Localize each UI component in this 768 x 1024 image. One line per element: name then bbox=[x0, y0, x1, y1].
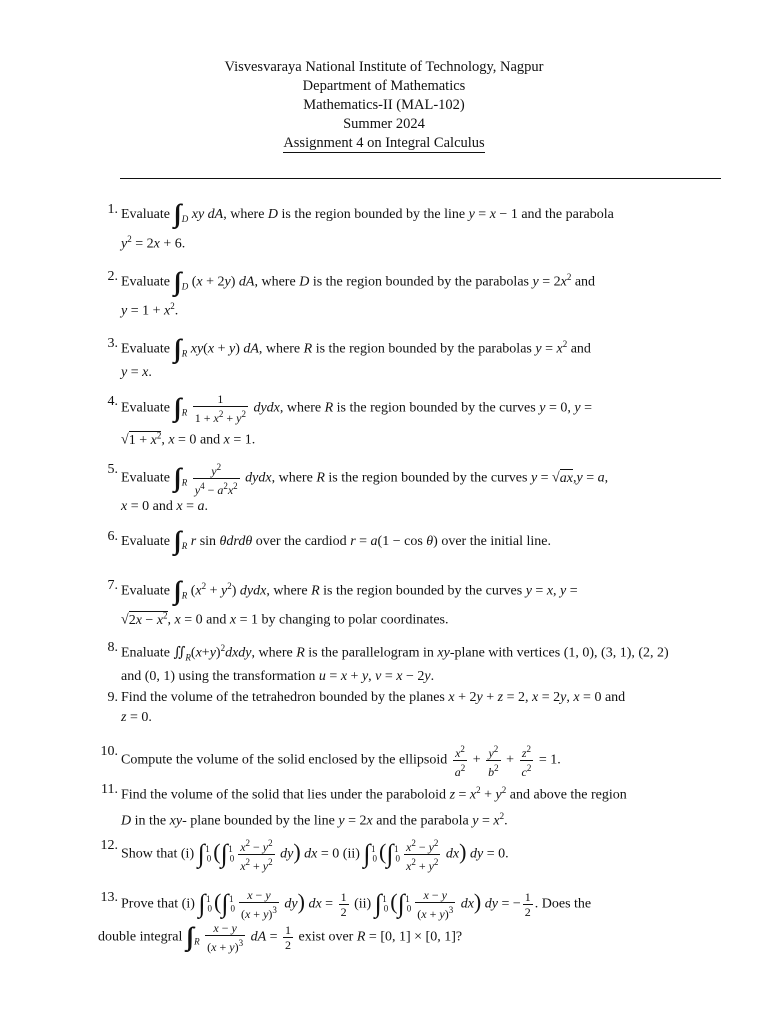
problem-number: 6 . bbox=[98, 527, 118, 547]
problem-11: 11 . Find the volume of the solid that lies under the paraboloid $z = x^2 + y^2$ and above the region D in the xy- plane bounded by the line y = 2x and the parabola $y = x^2$. bbox=[98, 780, 688, 831]
problem-number: 7 . bbox=[98, 576, 118, 596]
problem-3: 3 . Evaluate ∫∫ $_R$ xy(x + y) dA, where R is the region bounded by the parabolas $y = x^2$ and y = x. bbox=[98, 334, 688, 383]
problem-6: 6 . Evaluate ∫∫ $_R$ r sin θdrdθ over the cardiod r = a(1 − cos θ) over the initial line. bbox=[98, 527, 688, 556]
document-header bbox=[0, 58, 768, 153]
problem-8: 8 . Enaluate $∬_R(x+y)^2dxdy$, where R is the parallelogram in xy-plane with vertices (1, 0), (3, 1), (2, 2) and (0, 1) using the transformation u = x + y, v = x − 2y. bbox=[98, 638, 688, 687]
problem-number: 8 . bbox=[98, 638, 118, 658]
problem-number: 5 . bbox=[98, 460, 118, 480]
problem-12: 12 . Show that (i) ∫ $_0^1$ (∫ $_0^1$ $\frac{x^2 - y^2}{x^2 + y^2}$ dy) dx = 0 (ii) ∫ $_0^1$ (∫ $_0^1$ $\frac{x^2 - y^2}{x^2 + y^2}$ dx) dy = 0. bbox=[98, 836, 688, 873]
problem-number: 10 . bbox=[98, 742, 118, 762]
problem-number: 3 . bbox=[98, 334, 118, 354]
problem-number: 9 . bbox=[98, 688, 118, 708]
problem-number: 4 . bbox=[98, 392, 118, 412]
problem-number: 1 . bbox=[98, 200, 118, 220]
department-name: Department of Mathematics bbox=[302, 78, 466, 94]
problem-number: 13 . bbox=[98, 888, 118, 908]
problem-4: 4 . Evaluate ∫∫ $_R$ $\frac{1}{1 + x^2 + y^2}$ dydx, where R is the region bounded by the curves y = 0, y = $√1 + x^2$, x = 0 and x = 1. bbox=[98, 392, 688, 451]
problem-9: 9 . Find the volume of the tetrahedron bounded by the planes x + 2y + z = 2, x = 2y, x = 0 and z = 0. bbox=[98, 688, 688, 728]
problem-number: 2 . bbox=[98, 267, 118, 287]
problem-5: 5 . Evaluate ∫∫ $_R$ $\frac{y^2}{y^4 - a^2x^2}$ dydx, where R is the region bounded by the curves y = √ax,y = a, x = 0 and x = a. bbox=[98, 460, 688, 517]
problem-number: 11 . bbox=[98, 780, 118, 800]
problem-1: 1 . Evaluate ∫∫ $_D$ xy dA, where D is the region bounded by the line y = x − 1 and the parabola $y^2 = 2x + 6$. bbox=[98, 200, 688, 254]
problem-2: 2 . Evaluate ∫∫ $_D$ (x + 2y) dA, where D is the region bounded by the parabolas $y = 2x^2$ and $y = 1 + x^2$. bbox=[98, 267, 688, 322]
problem-7: 7 . Evaluate ∫∫ $_R$ $(x^2 + y^2)$ dydx, where R is the region bounded by the curves y = x, y = $√2x - x^2$, x = 0 and x = 1 by changing to polar coordinates. bbox=[98, 576, 688, 631]
header-divider bbox=[120, 178, 721, 179]
institute-name: Visvesvaraya National Institute of Technology, Nagpur bbox=[224, 59, 544, 75]
term: Summer 2024 bbox=[343, 116, 425, 132]
problem-10: 10 . Compute the volume of the solid enclosed by the ellipsoid $\frac{x^2}{a^2}$ + $\frac{y^2}{b^2}$ + $\frac{z^2}{c^2}$ = 1. bbox=[98, 742, 688, 779]
course-name: Mathematics-II (MAL-102) bbox=[303, 97, 465, 113]
problem-13: 13 . Prove that (i) ∫ $_0^1$ (∫ $_0^1$ $\frac{x - y}{(x + y)^3}$ dy) dx = $\frac{1}{2}$ (ii) ∫ $_0^1$ (∫ $_0^1$ $\frac{x - y}{(x + y)^3}$ dx) dy = − $\frac{1}{2}$ . Does the double integral ∫∫ $_R$ $\frac{x - y}{(x + y)^3}$ dA = $\frac{1}{2}$ exist over R = [0, 1] × [0, 1]? bbox=[98, 888, 688, 954]
problem-number: 12 . bbox=[98, 836, 118, 856]
assignment-title: Assignment 4 on Integral Calculus bbox=[283, 135, 485, 151]
